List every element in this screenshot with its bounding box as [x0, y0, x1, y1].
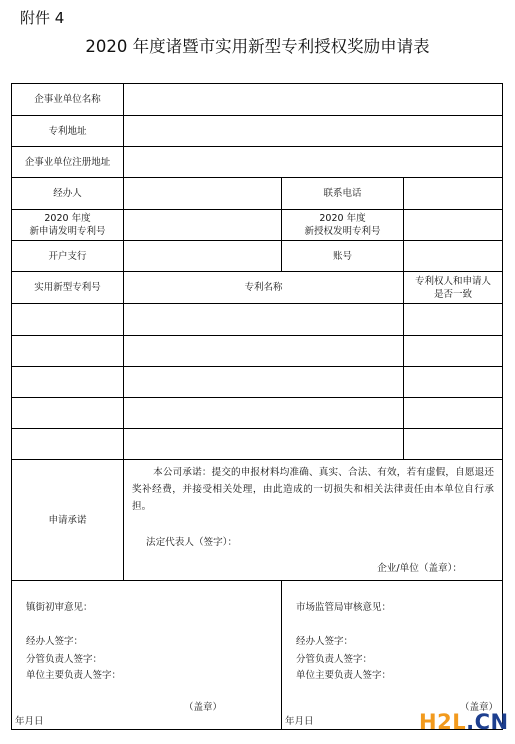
- watermark-h: H: [419, 710, 438, 734]
- contact-phone-label: 联系电话: [282, 178, 404, 210]
- patent-address-label: 专利地址: [12, 116, 124, 147]
- market-opinion-cell[interactable]: [282, 581, 503, 730]
- consistency-header: [404, 272, 503, 304]
- patent-name-cell[interactable]: [124, 429, 404, 460]
- invention-apply-label-line1: 2020 年度: [44, 213, 91, 224]
- town-handler-sign: 经办人签字：: [26, 636, 84, 647]
- bank-label: 开户支行: [12, 241, 124, 272]
- invention-granted-field[interactable]: [404, 210, 503, 241]
- consistency-header-line1: 专利权人和申请人: [414, 275, 491, 287]
- town-leader-sign: 分管负责人签字：: [26, 654, 103, 665]
- pledge-text: 本公司承诺：提交的申报材料均准确、真实、合法、有效，若有虚假，自愿退还奖补经费，并接受相关处理，由此造成的一切损失和相关法律责任由本单位自行承担。: [132, 467, 494, 512]
- contact-phone-field[interactable]: [404, 178, 503, 210]
- patent-no-cell[interactable]: [12, 336, 124, 367]
- market-date: 年月日: [285, 716, 314, 727]
- company-sign: 企业/单位（盖章）：: [377, 563, 462, 574]
- account-label: 账号: [282, 241, 404, 272]
- pledge-cell: [124, 460, 503, 581]
- handler-label: 经办人: [12, 178, 124, 210]
- table-row: [12, 429, 503, 460]
- consistency-cell[interactable]: [404, 304, 503, 336]
- consistency-cell[interactable]: [404, 336, 503, 367]
- handler-field[interactable]: [124, 178, 282, 210]
- patent-name-cell[interactable]: [124, 398, 404, 429]
- consistency-cell[interactable]: [404, 398, 503, 429]
- watermark-cn: CN: [474, 710, 509, 734]
- table-row: [12, 398, 503, 429]
- town-date: 年月日: [15, 716, 44, 727]
- patent-name-cell[interactable]: [124, 336, 404, 367]
- registered-address-label: 企事业单位注册地址: [12, 147, 124, 178]
- patent-name-cell[interactable]: [124, 304, 404, 336]
- invention-apply-label: [12, 210, 124, 241]
- company-name-label: 企事业单位名称: [12, 84, 124, 116]
- town-opinion-cell[interactable]: [12, 581, 282, 730]
- market-leader-sign: 分管负责人签字：: [296, 654, 373, 665]
- watermark-num: 2: [437, 710, 453, 734]
- invention-apply-field[interactable]: [124, 210, 282, 241]
- company-name-field[interactable]: [124, 84, 503, 116]
- patent-name-cell[interactable]: [124, 367, 404, 398]
- consistency-cell[interactable]: [404, 429, 503, 460]
- registered-address-field[interactable]: [124, 147, 503, 178]
- market-handler-sign: 经办人签字：: [296, 636, 354, 647]
- page-title: 2020 年度诸暨市实用新型专利授权奖励申请表: [85, 37, 430, 56]
- town-seal: （盖章）: [184, 702, 223, 713]
- patent-no-cell[interactable]: [12, 304, 124, 336]
- watermark-dot: .: [466, 710, 475, 734]
- market-main-leader-sign: 单位主要负责人签字：: [296, 670, 392, 681]
- invention-granted-label-line1: 2020 年度: [319, 213, 366, 224]
- patent-name-header: 专利名称: [124, 272, 404, 304]
- utility-patent-no-header: 实用新型专利号: [12, 272, 124, 304]
- consistency-header-line2: 是否一致: [433, 288, 472, 300]
- attachment-label: 附件 4: [20, 9, 65, 27]
- market-opinion-title: 市场监管局审核意见：: [296, 602, 392, 613]
- watermark-l: L: [452, 710, 467, 734]
- consistency-cell[interactable]: [404, 367, 503, 398]
- invention-granted-label: [282, 210, 404, 241]
- pledge-label: 申请承诺: [12, 460, 124, 581]
- patent-address-field[interactable]: [124, 116, 503, 147]
- pledge-content: [124, 460, 502, 577]
- table-row: [12, 336, 503, 367]
- application-form-table: [11, 83, 503, 730]
- town-main-leader-sign: 单位主要负责人签字：: [26, 670, 122, 681]
- legal-rep-sign: 法定代表人（签字）：: [146, 537, 238, 548]
- table-row: [12, 367, 503, 398]
- h2l-watermark-logo: [419, 710, 509, 734]
- invention-apply-label-line2: 新申请发明专利号: [29, 226, 106, 237]
- bank-field[interactable]: [124, 241, 282, 272]
- invention-granted-label-line2: 新授权发明专利号: [304, 226, 381, 237]
- table-row: [12, 304, 503, 336]
- market-seal: （盖章）: [460, 702, 499, 713]
- patent-no-cell[interactable]: [12, 398, 124, 429]
- patent-no-cell[interactable]: [12, 429, 124, 460]
- account-field[interactable]: [404, 241, 503, 272]
- patent-no-cell[interactable]: [12, 367, 124, 398]
- town-opinion-title: 镇街初审意见：: [26, 602, 93, 613]
